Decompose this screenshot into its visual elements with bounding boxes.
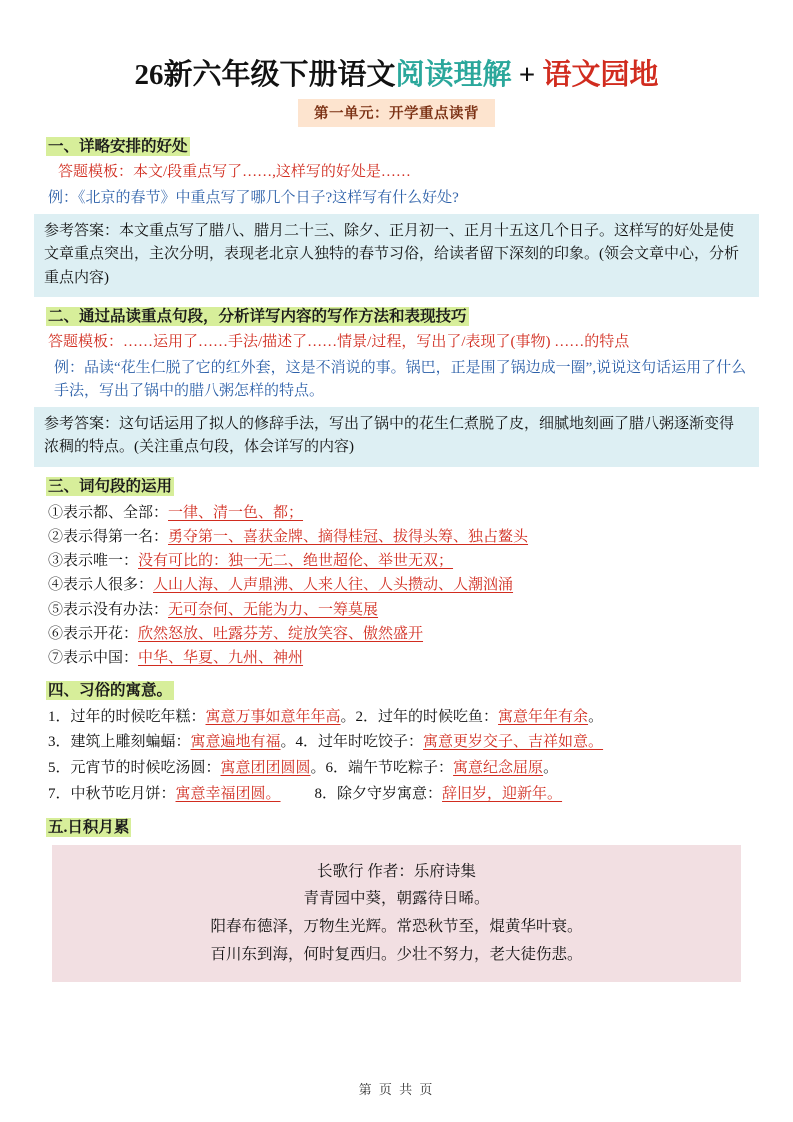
- custom-answer-left: 寓意团团圆圆: [220, 760, 311, 777]
- section-3-heading-text: 三、词句段的运用: [48, 477, 173, 495]
- custom-lead-left: 1．过年的时候吃年糕：: [48, 708, 206, 725]
- custom-lead-right: 。4．过年时吃饺子：: [280, 734, 424, 751]
- custom-lead-left: 5．元宵节的时候吃汤圆：: [48, 760, 221, 777]
- section-3-heading: [46, 474, 759, 496]
- custom-answer-left: 寓意万事如意年年高: [205, 708, 341, 725]
- title-part-3: 语文园地: [542, 59, 659, 91]
- section-2-example: 例：品读“花生仁脱了它的红外套，这是不消说的事。锅巴，正是围了锅边成一圈”,说说这句话运用了什么手法，写出了锅中的腊八粥怎样的特点。: [54, 360, 747, 399]
- custom-tail-right: 。: [588, 708, 604, 725]
- list-item-lead: ①表示都、全部：: [48, 504, 169, 521]
- list-item-lead: ⑤表示没有办法：: [48, 601, 169, 618]
- section-2-answer-box: [34, 407, 759, 467]
- list-item: [48, 756, 759, 782]
- section-2-heading-text: 二、通过品读重点句段，分析详写内容的写作方法和表现技巧: [48, 307, 467, 325]
- custom-lead-left: 7．中秋节吃月饼：: [48, 785, 176, 802]
- section-1-answer-label: 参考答案：: [44, 223, 120, 239]
- custom-answer-right: 寓意纪念屈原: [453, 760, 544, 777]
- list-item-answer: 没有可比的：独一无二、绝世超伦、举世无双；: [138, 553, 454, 570]
- list-item: [48, 705, 759, 731]
- poem-line: 百川东到海，何时复西归。少壮不努力，老大徒伤悲。: [210, 945, 583, 963]
- list-item-answer: 中华、华夏、九州、神州: [138, 650, 304, 667]
- list-item: [48, 730, 759, 756]
- list-item-answer: 勇夺第一、喜获金牌、摘得桂冠、拔得头筹、独占鳌头: [168, 528, 529, 545]
- custom-answer-left: 寓意幸福团圆。: [175, 785, 281, 802]
- section-1-heading-text: 一、详略安排的好处: [48, 138, 188, 155]
- custom-lead-right: 。6．端午节吃粽子：: [310, 760, 454, 777]
- section-2-heading: [46, 304, 759, 326]
- list-item-answer: 人山人海、人声鼎沸、人来人往、人头攒动、人潮汹涌: [153, 577, 514, 594]
- list-item: [48, 622, 759, 646]
- unit-banner-wrap: [34, 99, 759, 127]
- poem-line: 阳春布德泽，万物生光辉。常恐秋节至，焜黄华叶衰。: [210, 917, 583, 935]
- section-4-heading: [46, 678, 759, 700]
- list-item-answer: 无可奈何、无能为力、一筹莫展: [168, 601, 379, 618]
- poem-box: [52, 845, 741, 982]
- list-item-lead: ②表示得第一名：: [48, 528, 169, 545]
- custom-lead-left: 3．建筑上雕刻蝙蝠：: [48, 734, 191, 751]
- unit-banner: 第一单元：开学重点读背: [298, 99, 495, 127]
- custom-answer-left: 寓意遍地有福: [190, 734, 281, 751]
- section-5-heading-text: 五.日积月累: [48, 818, 130, 836]
- section-1-template: 答题模板：本文/段重点写了……,这样写的好处是……: [58, 164, 411, 180]
- poem-line: 青青园中葵，朝露待日晞。: [303, 890, 490, 908]
- section-2-answer-label: 参考答案：: [44, 416, 120, 432]
- custom-answer-right: 寓意更岁交子、吉祥如意。: [423, 734, 604, 751]
- section-2-template: 答题模板：……运用了……手法/描述了……情景/过程，写出了/表现了(事物) ……的特点: [48, 333, 630, 350]
- section-5-heading: [46, 815, 759, 837]
- custom-answer-right: 辞旧岁，迎新年。: [442, 785, 563, 802]
- list-item-lead: ③表示唯一：: [48, 553, 139, 570]
- list-item: [48, 598, 759, 622]
- section-1-answer-box: [34, 214, 759, 297]
- title-plus: +: [511, 59, 543, 91]
- section-4-heading-text: 四、习俗的寓意。: [48, 681, 173, 699]
- section-1-example: 例：《北京的春节》中重点写了哪几个日子?这样写有什么好处?: [48, 189, 459, 206]
- list-item-lead: ④表示人很多：: [48, 577, 154, 594]
- list-item: [48, 501, 759, 525]
- custom-lead-right: 8．除夕守岁寓意：: [314, 785, 443, 802]
- custom-lead-right: 。2．过年的时候吃鱼：: [340, 708, 499, 725]
- list-item: [48, 573, 759, 597]
- section-1-answer-text: 本文重点写了腊八、腊月二十三、除夕、正月初一、正月十五这几个日子。这样写的好处是使文章重点突出，主次分明，表现老北京人独特的春节习俗，给读者留下深刻的印象。(领会文章中心，分析重点内容): [44, 223, 740, 286]
- title-part-1: 26新六年级下册语文: [134, 59, 396, 91]
- list-item: [48, 525, 759, 549]
- poem-title: 长歌行 作者：乐府诗集: [317, 862, 476, 880]
- list-item-lead: ⑥表示开花：: [48, 625, 139, 642]
- section-2-answer-text: 这句话运用了拟人的修辞手法，写出了锅中的花生仁煮脱了皮，细腻地刻画了腊八粥逐渐变得浓稠的特点。(关注重点句段，体会详写的内容): [44, 416, 735, 456]
- list-item-answer: 一律、清一色、都；: [168, 504, 304, 521]
- page-title: [34, 52, 759, 93]
- page-footer: 第 页 共 页: [358, 1082, 435, 1097]
- list-item: [48, 782, 759, 808]
- custom-answer-right: 寓意年年有余: [498, 708, 589, 725]
- list-item-answer: 欣然怒放、吐露芬芳、绽放笑容、傲然盛开: [138, 625, 424, 642]
- list-item: [48, 549, 759, 573]
- section-1-heading: [46, 134, 759, 156]
- custom-tail-right: 。: [543, 760, 559, 777]
- list-item: [48, 646, 759, 670]
- title-part-2: 阅读理解: [395, 59, 512, 91]
- list-item-lead: ⑦表示中国：: [48, 650, 139, 667]
